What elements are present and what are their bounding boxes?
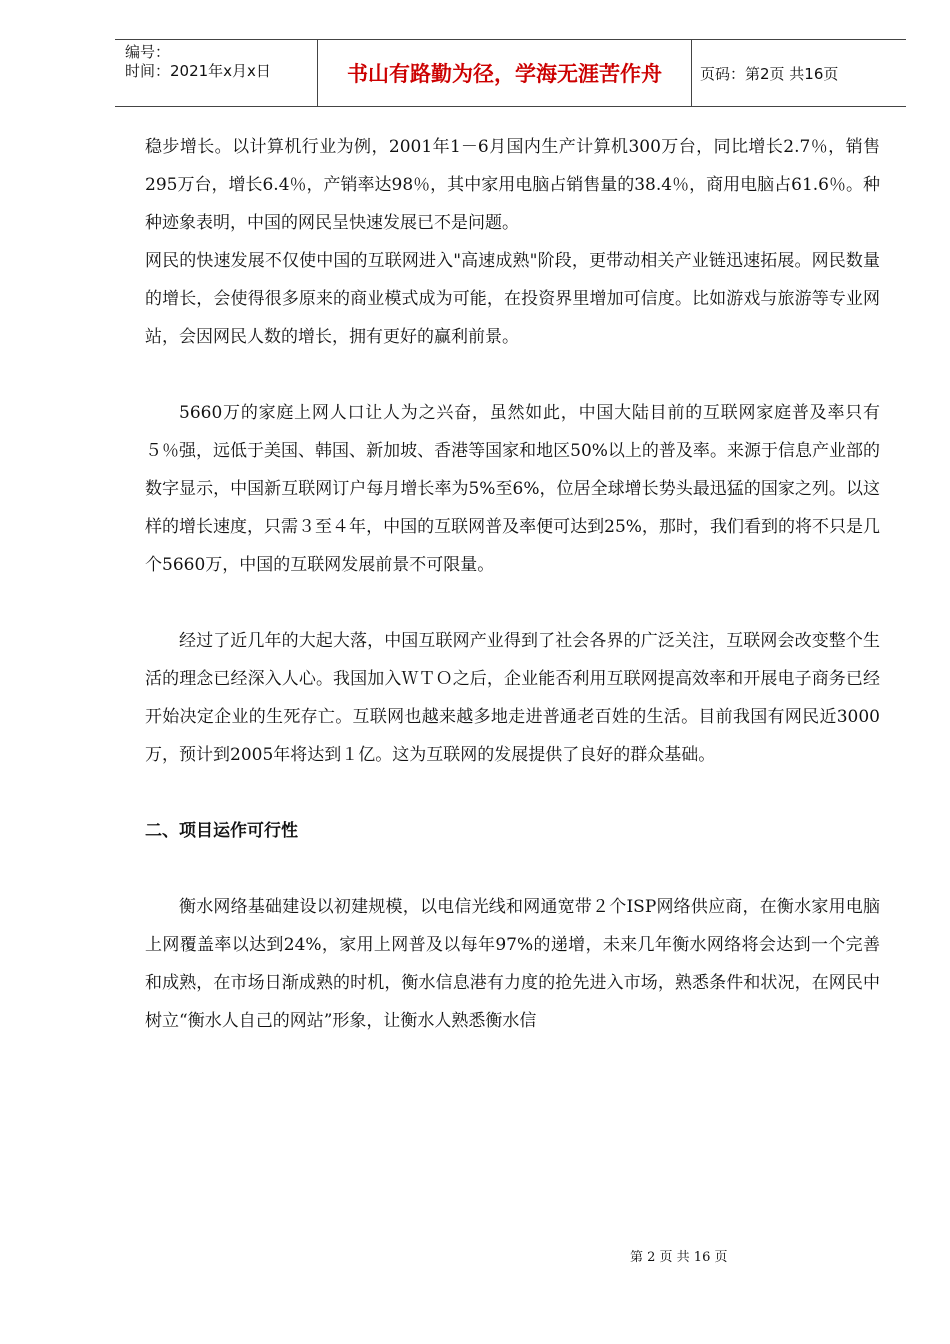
number-label: 编号： [125,43,171,61]
header-page-label: 页码：第2页 共16页 [700,64,839,83]
header-motto: 书山有路勤为径，学海无涯苦作舟 [318,40,692,106]
page-header [115,39,906,107]
paragraph: 衡水网络基础建设以初建规模，以电信光线和网通宽带２个ISP网络供应商，在衡水家用电脑上网覆盖率以达到24%，家用上网普及以每年97%的递增，未来几年衡水网络将会达到一个完善和成熟，在市场日渐成熟的时机，衡水信息港有力度的抢先进入市场，熟悉条件和状况，在网民中树立“衡水人自己的网站”形象，让衡水人熟悉衡水信 [145,897,880,1031]
page-footer: 第 2 页 共 16 页 [630,1250,728,1265]
header-meta [115,40,318,106]
paragraph: 网民的快速发展不仅使中国的互联网进入"高速成熟"阶段，更带动相关产业链迅速拓展。网民数量的增长，会使得很多原来的商业模式成为可能，在投资界里增加可信度。比如游戏与旅游等专业网站，会因网民人数的增长，拥有更好的赢利前景。 [145,251,880,347]
document-body [145,128,880,1040]
section-heading: 二、项目运作可行性 [145,821,298,841]
time-label: 时间：2021年x月x日 [125,62,271,80]
paragraph: 稳步增长。以计算机行业为例，2001年1－6月国内生产计算机300万台，同比增长2.7％，销售295万台，增长6.4％，产销率达98％，其中家用电脑占销售量的38.4％，商用电脑占61.6％。种种迹象表明，中国的网民呈快速发展已不是问题。 [145,137,880,233]
paragraph: 5660万的家庭上网人口让人为之兴奋，虽然如此，中国大陆目前的互联网家庭普及率只有５％强，远低于美国、韩国、新加坡、香港等国家和地区50%以上的普及率。来源于信息产业部的数字显示，中国新互联网订户每月增长率为5%至6%，位居全球增长势头最迅猛的国家之列。以这样的增长速度，只需３至４年，中国的互联网普及率便可达到25%，那时，我们看到的将不只是几个5660万，中国的互联网发展前景不可限量。 [145,403,880,575]
paragraph: 经过了近几年的大起大落，中国互联网产业得到了社会各界的广泛关注，互联网会改变整个生活的理念已经深入人心。我国加入ＷＴＯ之后，企业能否利用互联网提高效率和开展电子商务已经开始决定企业的生死存亡。互联网也越来越多地走进普通老百姓的生活。目前我国有网民近3000万，预计到2005年将达到１亿。这为互联网的发展提供了良好的群众基础。 [145,631,880,765]
